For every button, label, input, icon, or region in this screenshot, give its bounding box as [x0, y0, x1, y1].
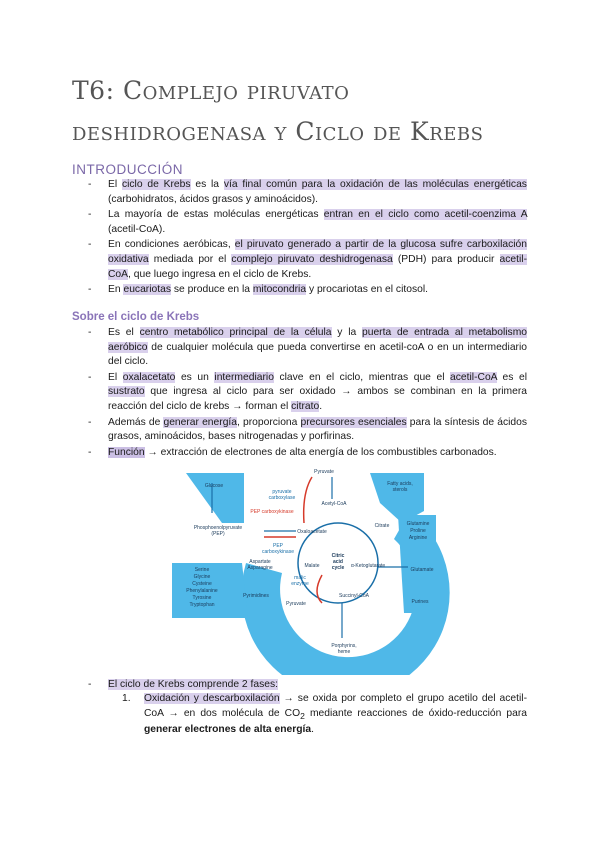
proline-label: Proline	[410, 528, 426, 534]
akg-label: α-Ketoglutarate	[350, 563, 386, 569]
arginine-label: Arginine	[408, 535, 428, 541]
pep-enz-label-2: carboxykinase	[262, 549, 294, 555]
list-item: - En condiciones aeróbicas, el piruvato generado a partir de la glucosa sufre carboxilación oxidativa mediada por el complejo piruvato deshidrogenasa (PDH) para producir acetil-CoA, que luego ingresa en el ciclo de Krebs.	[84, 238, 527, 282]
fatty-label-2: sterols	[392, 487, 408, 493]
pyruvate-carboxylase-arrow	[304, 477, 312, 523]
oxalo-label: Oxaloacetate	[297, 529, 327, 535]
porph-label-2: heme	[337, 649, 351, 655]
intro-list	[84, 178, 527, 299]
pyrimidines-label: Pyrimidines	[243, 593, 269, 599]
pyruvate-bottom-label: Pyruvate	[286, 601, 306, 607]
section-heading-introduccion: INTRODUCCIÓN	[72, 162, 183, 177]
page-title: T6: Complejo piruvato deshidrogenasa y Ciclo de Krebs	[72, 76, 484, 146]
center-label-3: cycle	[331, 565, 345, 571]
glutamine-label: Glutamine	[406, 521, 430, 527]
pc-label-2: carboxylase	[268, 495, 296, 501]
phenylalanine-label: Phenylalanine	[186, 588, 218, 594]
list-item: - El oxalacetato es un intermediario clave en el ciclo, mientras que el acetil-CoA es el sustrato que ingresa al ciclo para ser oxidado → ambos se combinan en la primera reacción del ciclo de krebs → forman el citrato.	[84, 371, 527, 415]
list-item: - El ciclo de Krebs es la vía final común para la oxidación de las moléculas energéticas (carbohidratos, ácidos grasos y aminoácidos).	[84, 178, 527, 207]
pep-carb-label: PEP carboxykinase	[250, 509, 294, 515]
pc-label-1: pyruvate	[272, 489, 292, 495]
sobre-list	[84, 326, 527, 461]
asparagine-label: Asparagine	[247, 565, 273, 571]
aspartate-label: Aspartate	[249, 559, 271, 565]
krebs-cycle-figure	[172, 463, 528, 675]
citrate-label: Citrate	[374, 523, 390, 529]
list-item: - Además de generar energía, proporciona precursores esenciales para la síntesis de ácidos grasos, aminoácidos, bases nitrogenadas y porfirinas.	[84, 416, 527, 445]
glucose-label: Glucose	[204, 483, 224, 489]
list-item: - En eucariotas se produce en la mitocondria y procariotas en el citosol.	[84, 283, 527, 298]
fatty-label-1: Fatty acids,	[387, 481, 413, 487]
acetyl-label: Acetyl-CoA	[321, 501, 347, 507]
list-item: - Función → extracción de electrones de alta energía de los combustibles carbonados.	[84, 446, 527, 461]
list-item: 1. Oxidación y descarboxilación → se oxida por completo el grupo acetilo del acetil-CoA → en dos molécula de $CO_2$ mediante reacciones de óxido-reducción para generar electrones de alta energía.	[118, 692, 527, 738]
fase-list	[118, 692, 527, 738]
list-item: - La mayoría de estas moléculas energéticas entran en el ciclo como acetil-coenzima A (acetil-CoA).	[84, 208, 527, 237]
pep-label-1: Phosphoenolpyruvate	[193, 525, 243, 531]
pep-label-2: (PEP)	[211, 531, 225, 537]
serine-label: Serine	[194, 567, 210, 573]
pyruvate-top-label: Pyruvate	[314, 469, 334, 475]
center-label-2: acid	[332, 559, 344, 565]
list-item: - El ciclo de Krebs comprende 2 fases:	[84, 678, 527, 693]
tyrosine-label: Tyrosine	[192, 595, 212, 601]
cysteine-label: Cysteine	[192, 581, 212, 587]
malic-label-1: malic	[294, 575, 306, 581]
tryptophan-label: Tryptophan	[189, 602, 215, 608]
purines-label: Purines	[411, 599, 429, 605]
glutamate-label: Glutamate	[410, 567, 434, 573]
center-label-1: Citric	[331, 553, 345, 559]
list-item: - Es el centro metabólico principal de la célula y la puerta de entrada al metabolismo aeróbico de cualquier molécula que pueda convertirse en acetil-coA o en un intermediario del ciclo.	[84, 326, 527, 370]
malic-label-2: enzyme	[291, 581, 309, 587]
section-heading-sobre: Sobre el ciclo de Krebs	[72, 311, 200, 323]
succinyl-label: Succinyl-CoA	[338, 593, 370, 599]
porph-label-1: Porphyrins,	[331, 643, 357, 649]
glucose-box	[186, 473, 244, 523]
pep-enz-label-1: PEP	[272, 543, 284, 549]
glycine-label: Glycine	[193, 574, 211, 580]
malate-label: Malate	[304, 563, 320, 569]
